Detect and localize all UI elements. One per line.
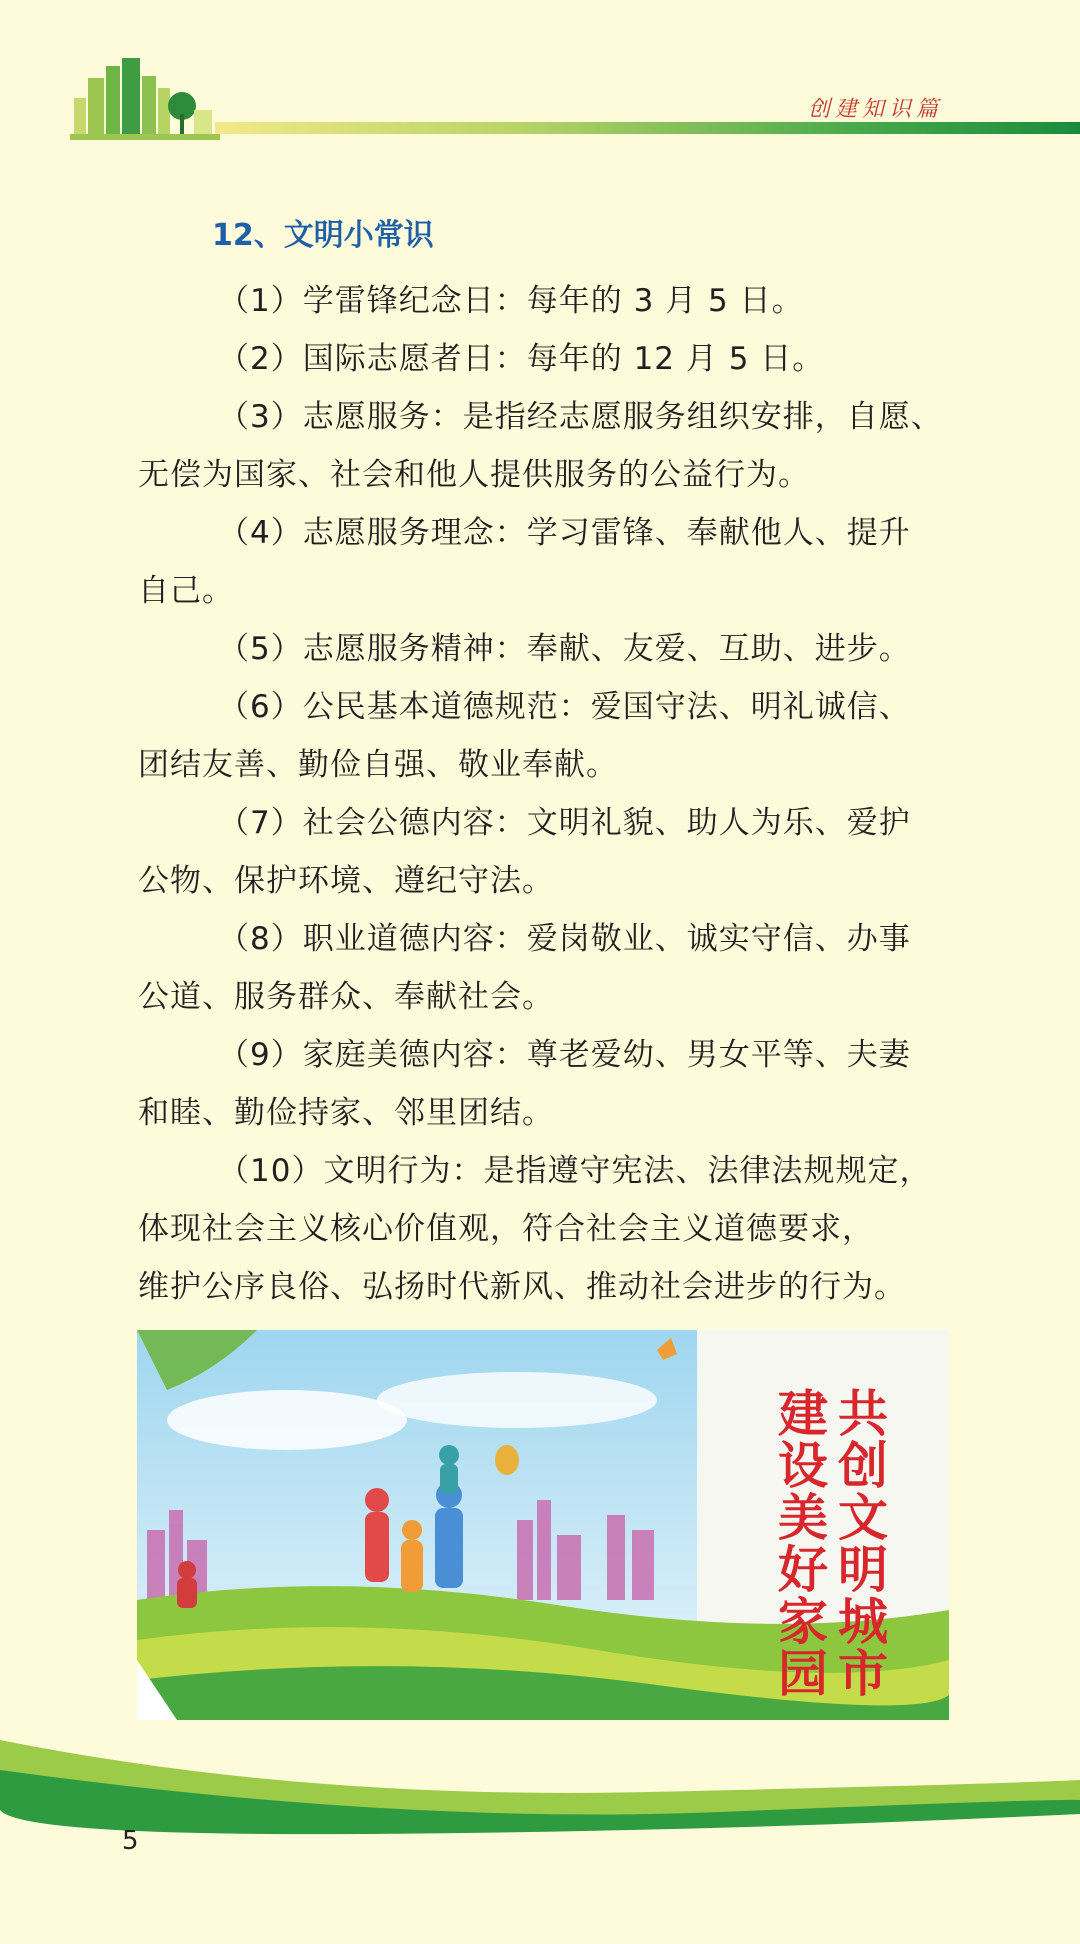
list-item-continuation: 和睦、勤俭持家、邻里团结。: [138, 1095, 554, 1131]
poster-image: [137, 1330, 949, 1720]
city-skyline-logo: [70, 58, 220, 140]
list-item-continuation: 无偿为国家、社会和他人提供服务的公益行为。: [138, 457, 810, 493]
list-item: （9）家庭美德内容：尊老爱幼、男女平等、夫妻: [218, 1037, 911, 1073]
poster-slogan-line1: 共创文明城市: [838, 1385, 888, 1703]
header-divider: [215, 122, 1080, 134]
list-item: （6）公民基本道德规范：爱国守法、明礼诚信、: [218, 689, 911, 725]
list-item: （7）社会公德内容：文明礼貌、助人为乐、爱护: [218, 805, 911, 841]
page-header: [0, 0, 1080, 150]
footer-wave: [0, 1730, 1080, 1944]
article-body: [138, 210, 948, 1316]
list-item-continuation: 团结友善、勤俭自强、敬业奉献。: [138, 747, 618, 783]
list-item-continuation: 体现社会主义核心价值观，符合社会主义道德要求，: [138, 1211, 874, 1247]
list-item: （4）志愿服务理念：学习雷锋、奉献他人、提升: [218, 515, 911, 551]
list-item-continuation: 维护公序良俗、弘扬时代新风、推动社会进步的行为。: [138, 1269, 906, 1305]
list-item: （8）职业道德内容：爱岗敬业、诚实守信、办事: [218, 921, 911, 957]
list-item: （10）文明行为：是指遵守宪法、法律法规规定，: [218, 1153, 932, 1189]
chapter-tag: 创建知识篇: [807, 97, 943, 122]
list-item: （2）国际志愿者日：每年的 12 月 5 日。: [218, 341, 825, 377]
item-list: [138, 272, 948, 1316]
list-item-continuation: 公道、服务群众、奉献社会。: [138, 979, 554, 1015]
poster-slogan-line2: 建设美好家园: [778, 1385, 828, 1703]
list-item: （5）志愿服务精神：奉献、友爱、互助、进步。: [218, 631, 911, 667]
list-item: （1）学雷锋纪念日：每年的 3 月 5 日。: [218, 283, 804, 319]
list-item-continuation: 公物、保护环境、遵纪守法。: [138, 863, 554, 899]
list-item: （3）志愿服务：是指经志愿服务组织安排，自愿、: [218, 399, 943, 435]
page-number: 5: [122, 1826, 139, 1856]
list-item-continuation: 自己。: [138, 573, 234, 609]
section-title: 12、文明小常识: [212, 218, 434, 253]
